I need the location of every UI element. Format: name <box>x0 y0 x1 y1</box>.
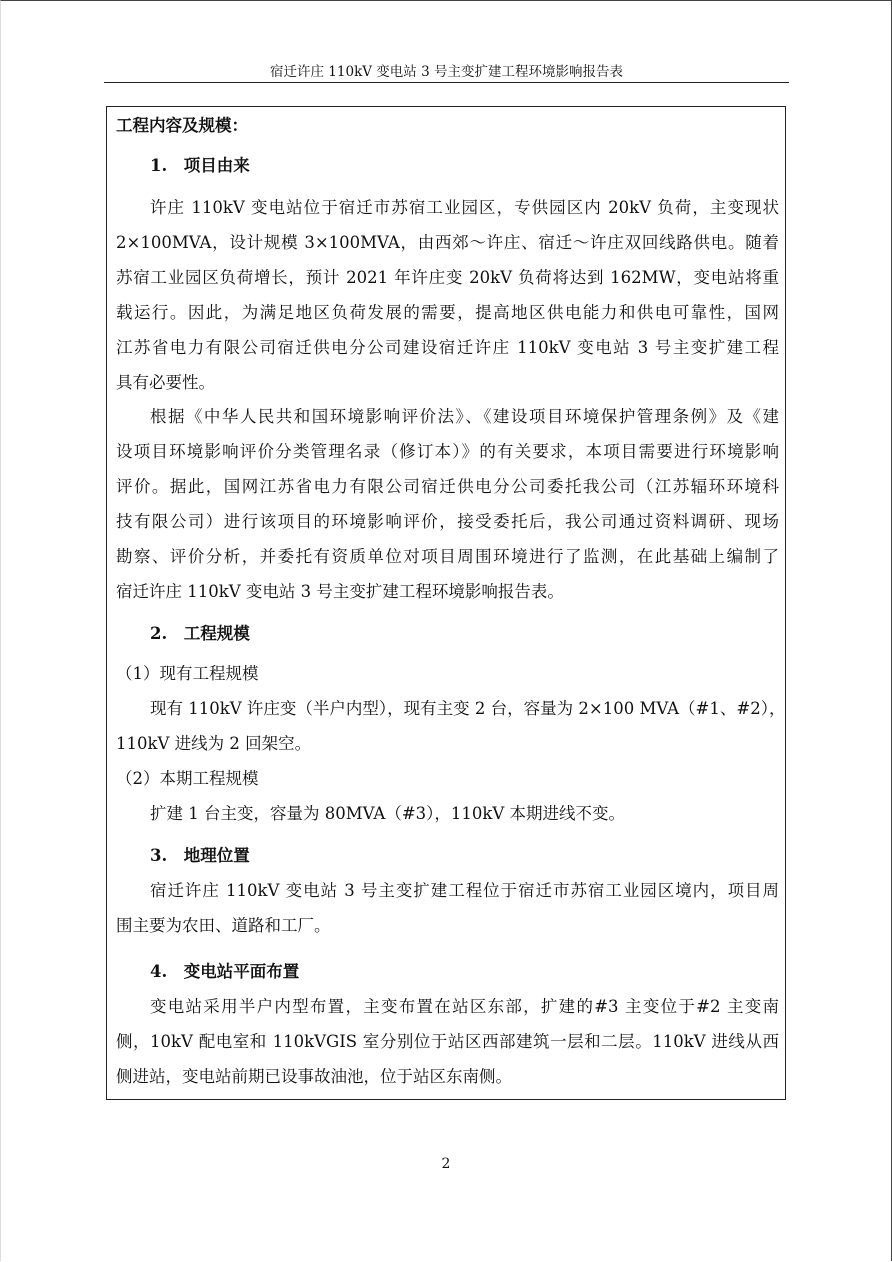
paragraph-2-line: 设项目环境影响评价分类管理名录（修订本）》的有关要求，本项目需要进行环境影响 <box>116 442 779 461</box>
layout-line: 侧进站，变电站前期已设事故油池，位于站区东南侧。 <box>116 1067 512 1086</box>
location-line: 宿迁许庄 110kV 变电站 3 号主变扩建工程位于宿迁市苏宿工业园区境内，项目周 <box>150 881 779 900</box>
paragraph-1-line: 江苏省电力有限公司宿迁供电分公司建设宿迁许庄 110kV 变电站 3 号主变扩建工程 <box>116 338 779 357</box>
page-number: 2 <box>441 1156 451 1172</box>
existing-scale-line: 110kV 进线为 2 回架空。 <box>116 734 312 753</box>
paragraph-2-line: 勘察、评价分析，并委托有资质单位对项目周围环境进行了监测，在此基础上编制了 <box>116 547 779 566</box>
paragraph-1-line: 苏宿工业园区负荷增长，预计 2021 年许庄变 20kV 负荷将达到 162MW，变电站将重 <box>116 268 779 287</box>
current-scale-text: 扩建 1 台主变，容量为 80MVA（#3），110kV 本期进线不变。 <box>150 804 626 823</box>
paragraph-1-line: 具有必要性。 <box>116 373 215 392</box>
paragraph-2-line: 根据《中华人民共和国环境影响评价法》、《建设项目环境保护管理条例》及《建 <box>150 407 779 426</box>
header-rule <box>104 82 789 83</box>
heading-4: 4. 变电站平面布置 <box>150 962 300 981</box>
layout-line: 侧，10kV 配电室和 110kVGIS 室分别位于站区西部建筑一层和二层。110kV 进线从西 <box>116 1032 779 1051</box>
subheading-current: （2）本期工程规模 <box>116 769 259 788</box>
paragraph-1-line: 许庄 110kV 变电站位于宿迁市苏宿工业园区，专供园区内 20kV 负荷，主变现状 <box>150 198 779 217</box>
running-header: 宿迁许庄 110kV 变电站 3 号主变扩建工程环境影响报告表 <box>270 64 623 80</box>
layout-line: 变电站采用半户内型布置，主变布置在站区东部，扩建的#3 主变位于#2 主变南 <box>150 997 779 1016</box>
paragraph-2-line: 技有限公司）进行该项目的环境影响评价，接受委托后，我公司通过资料调研、现场 <box>116 512 779 531</box>
paragraph-1-line: 2×100MVA，设计规模 3×100MVA，由西郊～许庄、宿迁～许庄双回线路供电。随着 <box>116 233 779 252</box>
heading-2: 2. 工程规模 <box>150 624 250 643</box>
paragraph-1-line: 载运行。因此，为满足地区负荷发展的需要，提高地区供电能力和供电可靠性，国网 <box>116 303 779 322</box>
heading-1: 1. 项目由来 <box>150 156 250 175</box>
paragraph-2-line: 宿迁许庄 110kV 变电站 3 号主变扩建工程环境影响报告表。 <box>116 582 564 601</box>
subheading-existing: （1）现有工程规模 <box>116 664 259 683</box>
heading-3: 3. 地理位置 <box>150 846 250 865</box>
existing-scale-line: 现有 110kV 许庄变（半户内型），现有主变 2 台，容量为 2×100 MVA（#1、#2）， <box>150 699 786 718</box>
section-title: 工程内容及规模： <box>116 116 248 135</box>
location-line: 围主要为农田、道路和工厂。 <box>116 916 331 935</box>
paragraph-2-line: 评价。据此，国网江苏省电力有限公司宿迁供电分公司委托我公司（江苏辐环环境科 <box>116 477 779 496</box>
